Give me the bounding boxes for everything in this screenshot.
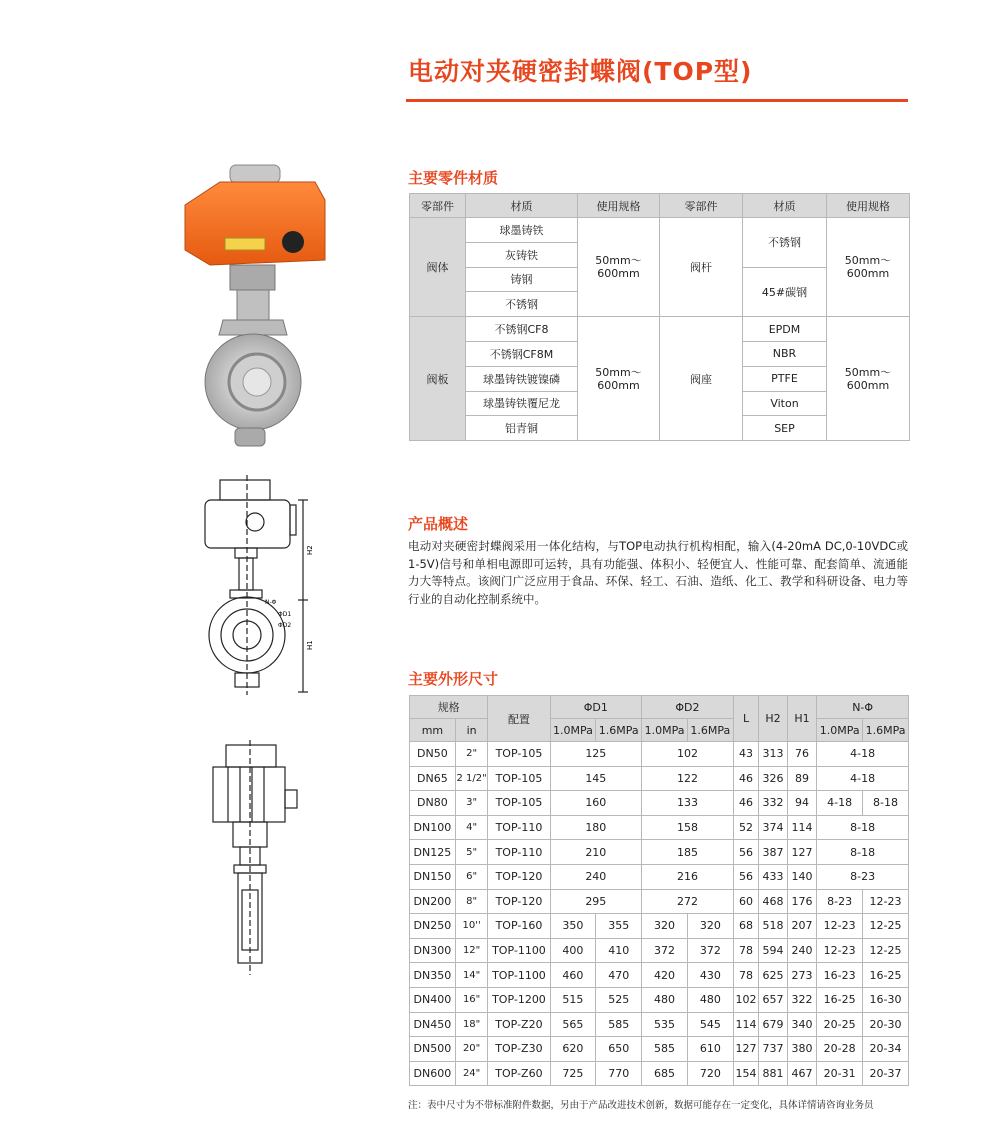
material-value: 球墨铸铁 — [466, 218, 578, 243]
d2-value: 480 — [642, 987, 688, 1012]
table-row — [410, 791, 909, 816]
d2-value: 216 — [642, 864, 734, 889]
config-value: TOP-120 — [488, 864, 550, 889]
material-value: 不锈钢CF8 — [466, 317, 578, 342]
n-value: 12-23 — [863, 889, 909, 914]
h2-value: 326 — [759, 766, 788, 791]
n-value: 16-25 — [863, 963, 909, 988]
table-row — [410, 766, 909, 791]
h1-value: 94 — [787, 791, 817, 816]
size-mm: DN80 — [410, 791, 456, 816]
table-row — [410, 987, 909, 1012]
size-in: 24" — [455, 1061, 488, 1086]
h2-value: 679 — [759, 1012, 788, 1037]
n-value: 4-18 — [817, 742, 909, 767]
table-row — [410, 864, 909, 889]
size-in: 4" — [455, 815, 488, 840]
label-d2: ΦD2 — [278, 622, 292, 629]
material-value: 不锈钢 — [743, 218, 827, 268]
n-value: 12-25 — [863, 914, 909, 939]
table-row — [410, 938, 909, 963]
n-value: 16-23 — [817, 963, 863, 988]
material-value: 45#碳钢 — [743, 267, 827, 317]
d2-value: 102 — [642, 742, 734, 767]
label-h1: H1 — [306, 640, 314, 650]
d1-value: 400 — [550, 938, 596, 963]
dimensions-heading: 主要外形尺寸 — [408, 670, 499, 688]
size-in: 5" — [455, 840, 488, 865]
header-d2: ΦD2 — [642, 696, 734, 719]
spec-value: 50mm～ 600mm — [578, 218, 660, 317]
d1-value: 355 — [596, 914, 642, 939]
h2-value: 387 — [759, 840, 788, 865]
d1-value: 585 — [596, 1012, 642, 1037]
config-value: TOP-Z20 — [488, 1012, 550, 1037]
d1-value: 145 — [550, 766, 642, 791]
table-row — [410, 1012, 909, 1037]
size-in: 8" — [455, 889, 488, 914]
size-mm: DN65 — [410, 766, 456, 791]
label-n: N-Φ — [265, 599, 277, 606]
h2-value: 468 — [759, 889, 788, 914]
material-value: SEP — [743, 416, 827, 441]
table-row — [410, 963, 909, 988]
size-in: 6" — [455, 864, 488, 889]
d2-value: 320 — [687, 914, 733, 939]
l-value: 114 — [733, 1012, 758, 1037]
page-title: 电动对夹硬密封蝶阀(TOP型) — [408, 57, 753, 86]
size-mm: DN300 — [410, 938, 456, 963]
materials-header: 使用规格 — [827, 194, 910, 218]
materials-header: 零部件 — [660, 194, 743, 218]
l-value: 56 — [733, 864, 758, 889]
materials-header: 材质 — [466, 194, 578, 218]
n-value: 12-23 — [817, 914, 863, 939]
h1-value: 467 — [787, 1061, 817, 1086]
part-name: 阀座 — [660, 317, 743, 441]
size-mm: DN400 — [410, 987, 456, 1012]
d2-value: 372 — [687, 938, 733, 963]
n-value: 8-18 — [863, 791, 909, 816]
n-value: 20-37 — [863, 1061, 909, 1086]
part-name: 阀体 — [410, 218, 466, 317]
config-value: TOP-Z30 — [488, 1037, 550, 1062]
material-value: PTFE — [743, 366, 827, 391]
header-n-p2: 1.6MPa — [863, 719, 909, 742]
material-value: NBR — [743, 341, 827, 366]
size-in: 2 1/2" — [455, 766, 488, 791]
d1-value: 180 — [550, 815, 642, 840]
size-in: 14" — [455, 963, 488, 988]
l-value: 46 — [733, 766, 758, 791]
d2-value: 535 — [642, 1012, 688, 1037]
n-value: 20-31 — [817, 1061, 863, 1086]
table-row — [410, 815, 909, 840]
n-value: 8-23 — [817, 864, 909, 889]
size-mm: DN100 — [410, 815, 456, 840]
size-mm: DN350 — [410, 963, 456, 988]
h1-value: 380 — [787, 1037, 817, 1062]
header-in: in — [455, 719, 488, 742]
size-mm: DN50 — [410, 742, 456, 767]
header-d1-p1: 1.0MPa — [550, 719, 596, 742]
spec-value: 50mm～ 600mm — [578, 317, 660, 441]
size-in: 10'' — [455, 914, 488, 939]
materials-heading: 主要零件材质 — [408, 169, 499, 187]
n-value: 20-34 — [863, 1037, 909, 1062]
header-mm: mm — [410, 719, 456, 742]
n-value: 20-25 — [817, 1012, 863, 1037]
l-value: 60 — [733, 889, 758, 914]
h2-value: 332 — [759, 791, 788, 816]
d2-value: 430 — [687, 963, 733, 988]
header-d2-p2: 1.6MPa — [687, 719, 733, 742]
valve-drawing-side — [198, 740, 308, 980]
d1-value: 350 — [550, 914, 596, 939]
d2-value: 585 — [642, 1037, 688, 1062]
n-value: 16-30 — [863, 987, 909, 1012]
config-value: TOP-110 — [488, 840, 550, 865]
h2-value: 313 — [759, 742, 788, 767]
size-mm: DN125 — [410, 840, 456, 865]
h1-value: 322 — [787, 987, 817, 1012]
h2-value: 737 — [759, 1037, 788, 1062]
n-value: 20-28 — [817, 1037, 863, 1062]
n-value: 12-23 — [817, 938, 863, 963]
n-value: 12-25 — [863, 938, 909, 963]
config-value: TOP-Z60 — [488, 1061, 550, 1086]
table-row — [410, 218, 910, 243]
n-value: 20-30 — [863, 1012, 909, 1037]
d1-value: 410 — [596, 938, 642, 963]
size-mm: DN600 — [410, 1061, 456, 1086]
n-value: 4-18 — [817, 766, 909, 791]
d2-value: 122 — [642, 766, 734, 791]
size-in: 16" — [455, 987, 488, 1012]
h1-value: 273 — [787, 963, 817, 988]
d2-value: 158 — [642, 815, 734, 840]
h1-value: 76 — [787, 742, 817, 767]
h2-value: 374 — [759, 815, 788, 840]
d2-value: 720 — [687, 1061, 733, 1086]
material-value: 不锈钢CF8M — [466, 341, 578, 366]
material-value: 铝青铜 — [466, 416, 578, 441]
size-mm: DN450 — [410, 1012, 456, 1037]
config-value: TOP-1100 — [488, 963, 550, 988]
l-value: 102 — [733, 987, 758, 1012]
d1-value: 565 — [550, 1012, 596, 1037]
title-divider — [406, 99, 908, 102]
part-name: 阀杆 — [660, 218, 743, 317]
header-d2-p1: 1.0MPa — [642, 719, 688, 742]
part-name: 阀板 — [410, 317, 466, 441]
h2-value: 594 — [759, 938, 788, 963]
overview-text: 电动对夹硬密封蝶阀采用一体化结构，与TOP电动执行机构相配，输入(4-20mA DC,0-10VDC或1-5V)信号和单相电源即可运转，具有功能强、体积小、轻便宜人、性能可靠、配套简单、流通能力大等特点。该阀门广泛应用于食品、环保、轻工、石油、造纸、化工、教学和科研设备、电力等行业的自动化控制系统中。 — [408, 539, 908, 606]
d2-value: 685 — [642, 1061, 688, 1086]
d1-value: 240 — [550, 864, 642, 889]
d1-value: 125 — [550, 742, 642, 767]
config-value: TOP-160 — [488, 914, 550, 939]
d1-value: 620 — [550, 1037, 596, 1062]
h2-value: 881 — [759, 1061, 788, 1086]
n-value: 8-18 — [817, 815, 909, 840]
material-value: 铸钢 — [466, 267, 578, 292]
l-value: 56 — [733, 840, 758, 865]
h1-value: 240 — [787, 938, 817, 963]
table-row — [410, 914, 909, 939]
l-value: 43 — [733, 742, 758, 767]
d2-value: 610 — [687, 1037, 733, 1062]
materials-header: 使用规格 — [578, 194, 660, 218]
l-value: 46 — [733, 791, 758, 816]
d2-value: 133 — [642, 791, 734, 816]
config-value: TOP-110 — [488, 815, 550, 840]
material-value: 球墨铸铁覆尼龙 — [466, 391, 578, 416]
config-value: TOP-105 — [488, 742, 550, 767]
h1-value: 176 — [787, 889, 817, 914]
material-value: 不锈钢 — [466, 292, 578, 317]
table-row — [410, 1061, 909, 1086]
header-n: N-Φ — [817, 696, 909, 719]
table-row — [410, 1037, 909, 1062]
size-mm: DN250 — [410, 914, 456, 939]
materials-header: 材质 — [743, 194, 827, 218]
l-value: 78 — [733, 938, 758, 963]
header-d1-p2: 1.6MPa — [596, 719, 642, 742]
header-h1: H1 — [787, 696, 817, 742]
h1-value: 140 — [787, 864, 817, 889]
header-n-p1: 1.0MPa — [817, 719, 863, 742]
h1-value: 207 — [787, 914, 817, 939]
overview-heading: 产品概述 — [408, 515, 469, 533]
d1-value: 515 — [550, 987, 596, 1012]
n-value: 8-18 — [817, 840, 909, 865]
config-value: TOP-105 — [488, 766, 550, 791]
h2-value: 657 — [759, 987, 788, 1012]
l-value: 154 — [733, 1061, 758, 1086]
d1-value: 770 — [596, 1061, 642, 1086]
h1-value: 127 — [787, 840, 817, 865]
spec-value: 50mm～ 600mm — [827, 317, 910, 441]
config-value: TOP-1200 — [488, 987, 550, 1012]
d1-value: 295 — [550, 889, 642, 914]
size-mm: DN200 — [410, 889, 456, 914]
size-in: 20" — [455, 1037, 488, 1062]
n-value: 16-25 — [817, 987, 863, 1012]
d1-value: 160 — [550, 791, 642, 816]
d1-value: 650 — [596, 1037, 642, 1062]
table-row — [410, 889, 909, 914]
d2-value: 545 — [687, 1012, 733, 1037]
dimensions-table — [409, 695, 909, 1086]
header-d1: ΦD1 — [550, 696, 642, 719]
material-value: 球墨铸铁镀镍磷 — [466, 366, 578, 391]
l-value: 68 — [733, 914, 758, 939]
table-row — [410, 840, 909, 865]
h1-value: 114 — [787, 815, 817, 840]
spec-value: 50mm～ 600mm — [827, 218, 910, 317]
h2-value: 518 — [759, 914, 788, 939]
size-in: 12" — [455, 938, 488, 963]
footnote: 注：表中尺寸为不带标准附件数据，另由于产品改进技术创新，数据可能存在一定变化，具体详情请咨询业务员 — [408, 1100, 874, 1111]
valve-product-photo — [175, 160, 335, 460]
table-row — [410, 742, 909, 767]
size-in: 18" — [455, 1012, 488, 1037]
size-mm: DN150 — [410, 864, 456, 889]
label-d1: ΦD1 — [278, 611, 292, 618]
config-value: TOP-120 — [488, 889, 550, 914]
size-in: 2" — [455, 742, 488, 767]
d2-value: 272 — [642, 889, 734, 914]
size-in: 3" — [455, 791, 488, 816]
h2-value: 433 — [759, 864, 788, 889]
d1-value: 525 — [596, 987, 642, 1012]
label-h2: H2 — [306, 545, 314, 555]
d1-value: 725 — [550, 1061, 596, 1086]
material-value: EPDM — [743, 317, 827, 342]
d1-value: 460 — [550, 963, 596, 988]
config-value: TOP-105 — [488, 791, 550, 816]
config-value: TOP-1100 — [488, 938, 550, 963]
header-spec: 规格 — [410, 696, 488, 719]
h2-value: 625 — [759, 963, 788, 988]
header-l: L — [733, 696, 758, 742]
d2-value: 320 — [642, 914, 688, 939]
n-value: 8-23 — [817, 889, 863, 914]
d2-value: 185 — [642, 840, 734, 865]
d1-value: 470 — [596, 963, 642, 988]
d2-value: 372 — [642, 938, 688, 963]
h1-value: 89 — [787, 766, 817, 791]
d1-value: 210 — [550, 840, 642, 865]
material-value: Viton — [743, 391, 827, 416]
h1-value: 340 — [787, 1012, 817, 1037]
d2-value: 420 — [642, 963, 688, 988]
l-value: 78 — [733, 963, 758, 988]
n-value: 4-18 — [817, 791, 863, 816]
d2-value: 480 — [687, 987, 733, 1012]
l-value: 127 — [733, 1037, 758, 1062]
materials-table — [409, 193, 910, 441]
table-row — [410, 317, 910, 342]
l-value: 52 — [733, 815, 758, 840]
valve-drawing-front — [195, 470, 320, 700]
header-h2: H2 — [759, 696, 788, 742]
size-mm: DN500 — [410, 1037, 456, 1062]
header-config: 配置 — [488, 696, 550, 742]
material-value: 灰铸铁 — [466, 242, 578, 267]
materials-header: 零部件 — [410, 194, 466, 218]
